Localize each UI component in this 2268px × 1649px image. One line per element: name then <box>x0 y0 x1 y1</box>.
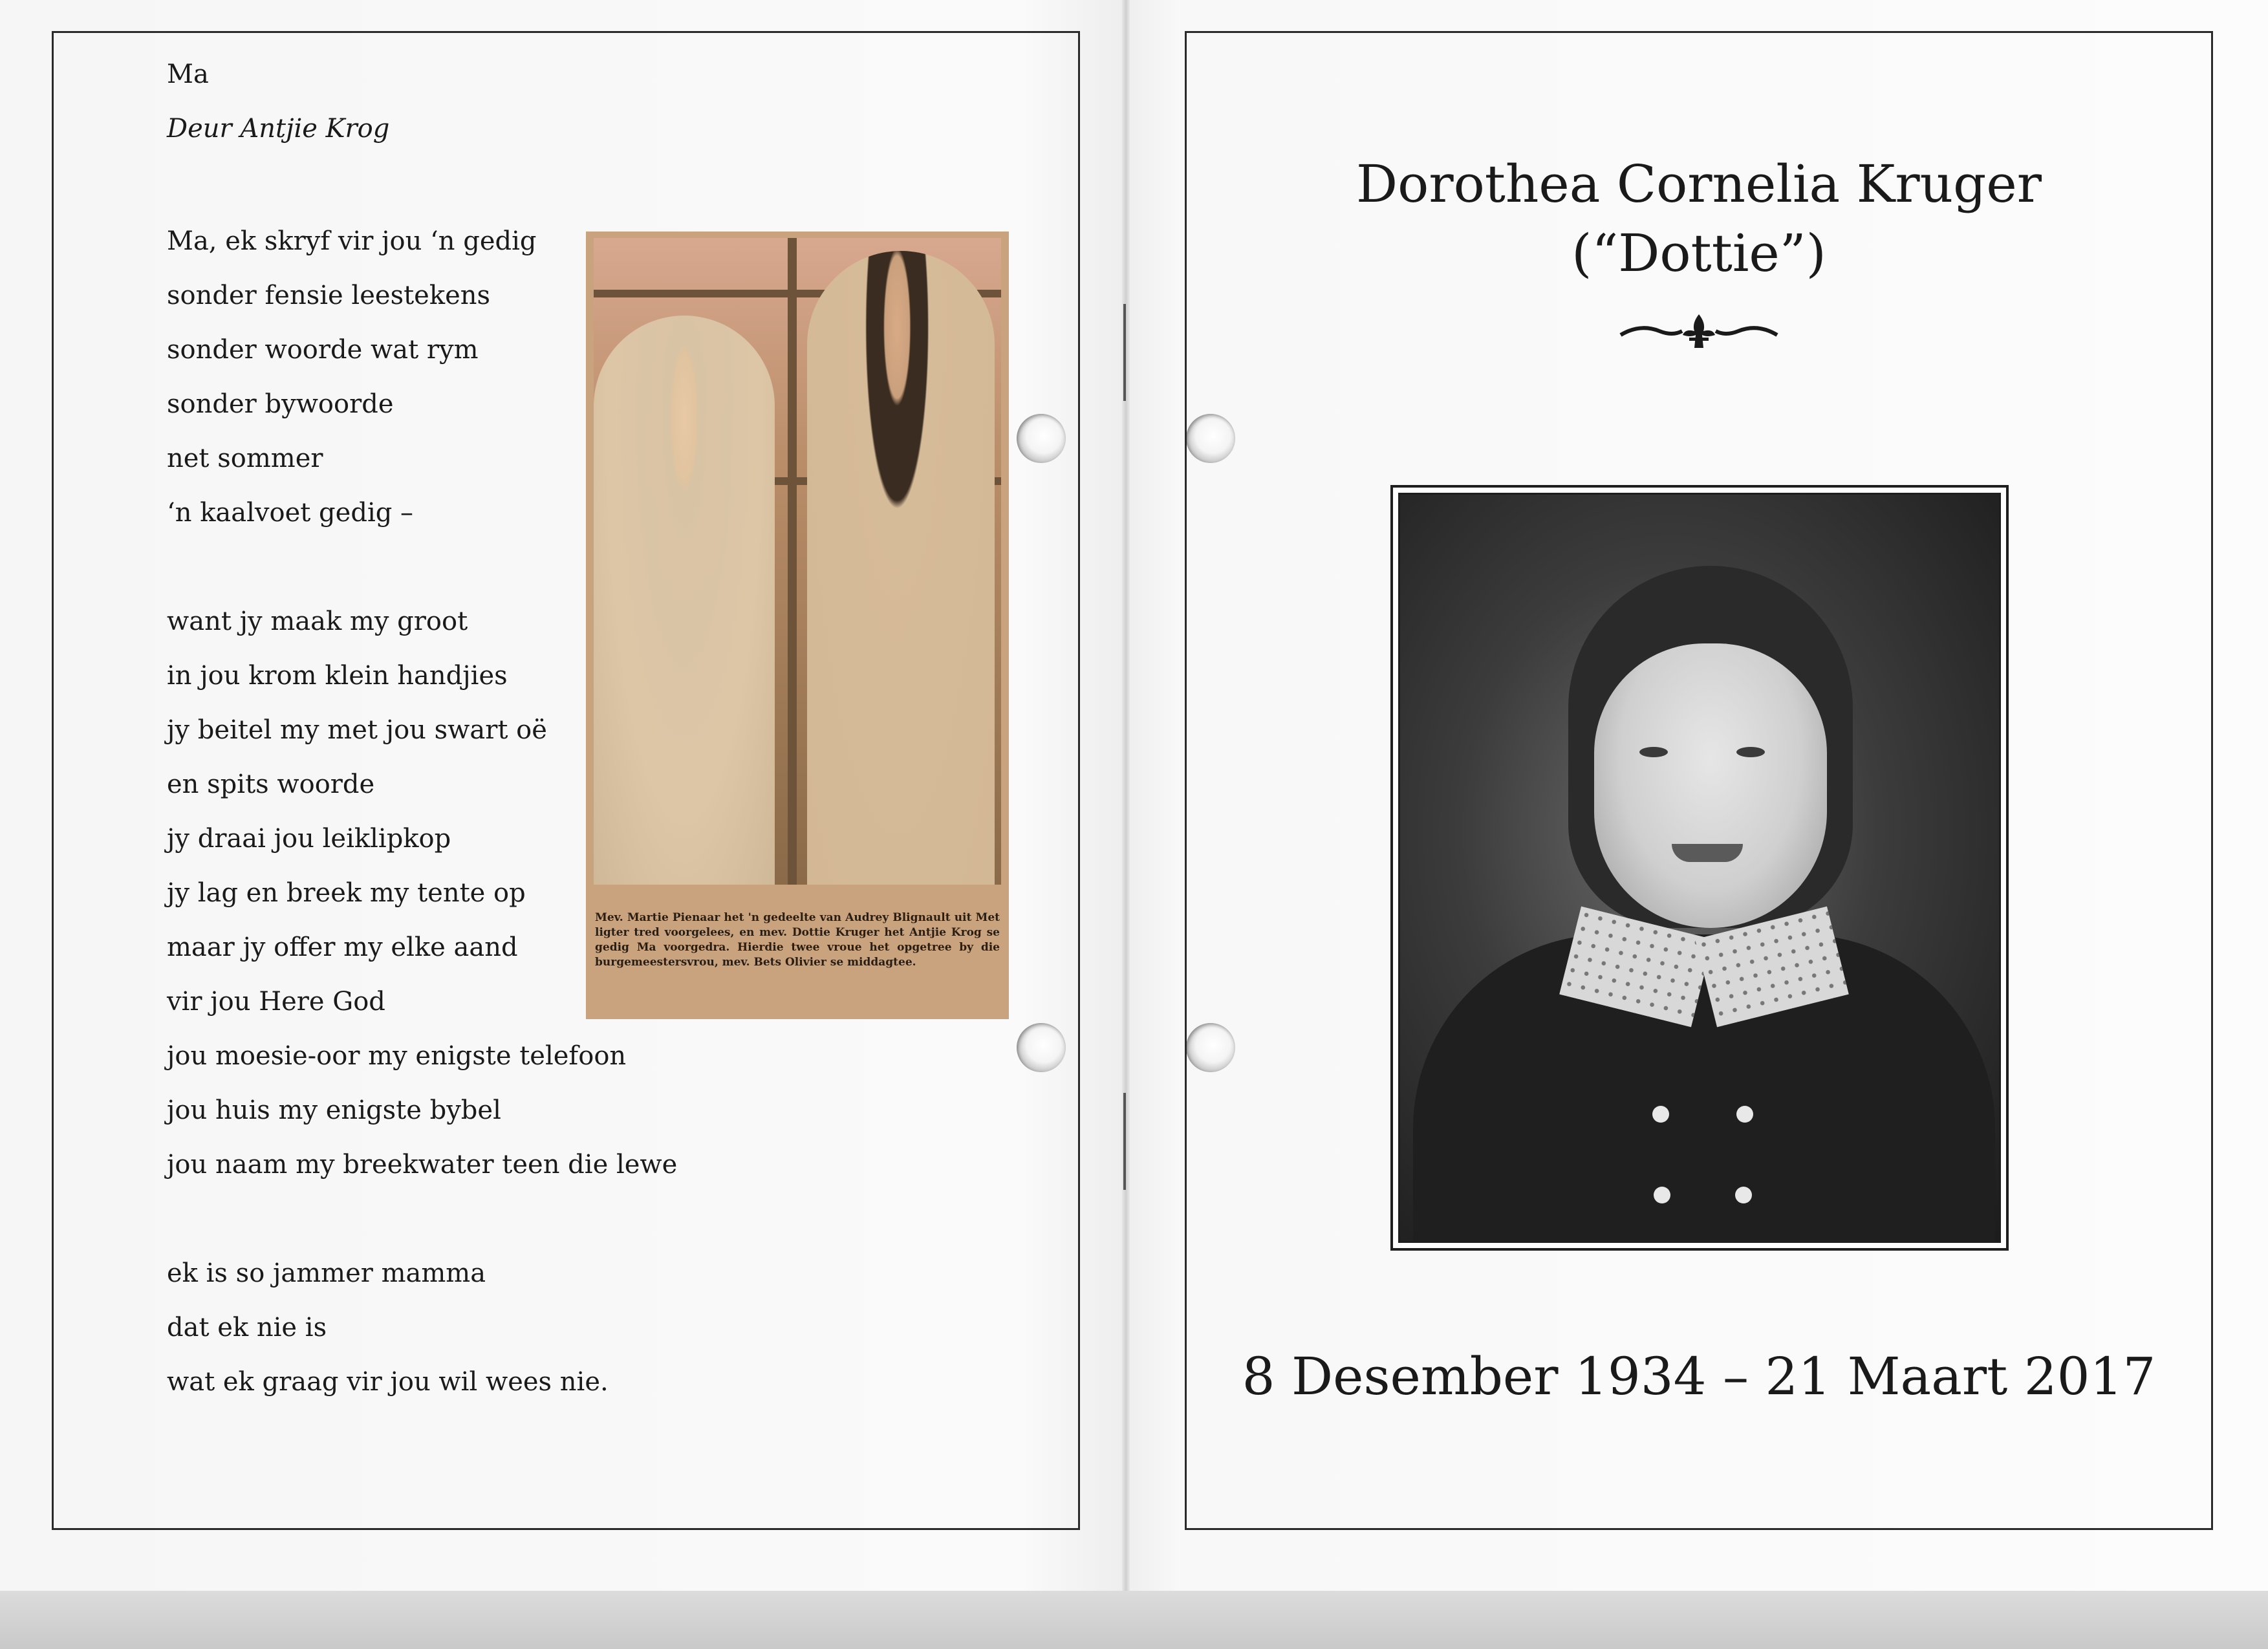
portrait-photo <box>1398 493 2001 1243</box>
poem-line: en spits woorde <box>167 770 375 799</box>
portrait-frame <box>1390 485 2009 1251</box>
dress-button <box>1652 1106 1669 1123</box>
woman-left-figure <box>594 316 775 885</box>
clipping-photo <box>594 238 1001 885</box>
poem-line: ek is so jammer mamma <box>167 1258 486 1288</box>
poem-line: jou naam my breekwater teen die lewe <box>167 1150 678 1180</box>
poem-line: net sommer <box>167 444 323 473</box>
portrait-eye <box>1639 747 1668 757</box>
punch-hole <box>1017 1023 1066 1072</box>
poem-line: Ma, ek skryf vir jou ‘n gedig <box>167 226 537 256</box>
dress-button <box>1735 1187 1752 1203</box>
poem-author: Deur Antjie Krog <box>167 114 390 144</box>
portrait-dress <box>1413 934 1995 1243</box>
poem-line: sonder woorde wat rym <box>167 335 479 365</box>
life-dates: 8 Desember 1934 – 21 Maart 2017 <box>1242 1346 2156 1406</box>
fold-staple-top <box>1123 304 1126 401</box>
poem-title: Ma <box>167 59 209 89</box>
fleur-de-lis-ornament-icon <box>1614 312 1784 353</box>
dress-button <box>1736 1106 1753 1123</box>
fold-staple-bottom <box>1123 1093 1126 1190</box>
poem-line: jou huis my enigste bybel <box>167 1095 501 1125</box>
punch-hole <box>1017 414 1066 463</box>
window-frame <box>788 238 797 885</box>
poem-line: jy lag en breek my tente op <box>167 878 526 908</box>
poem-line: jy draai jou leiklipkop <box>167 824 451 854</box>
poem-line: jy beitel my met jou swart oë <box>167 715 547 745</box>
poem-line: jou moesie-oor my enigste telefoon <box>167 1041 627 1071</box>
poem-line: maar jy offer my elke aand <box>167 932 518 962</box>
poem-line: wat ek graag vir jou wil wees nie. <box>167 1367 609 1397</box>
portrait-face <box>1594 643 1827 928</box>
dress-button <box>1654 1187 1670 1203</box>
portrait-mouth <box>1672 844 1743 862</box>
scanner-edge <box>0 1591 2268 1649</box>
center-fold <box>1122 0 1130 1591</box>
woman-right-figure <box>807 251 995 885</box>
poem-line: sonder bywoorde <box>167 389 394 419</box>
poem-line: in jou krom klein handjies <box>167 661 508 691</box>
clipping-caption: Mev. Martie Pienaar het 'n gedeelte van Audrey Blignault uit Met ligter tred voorgelees, en mev. Dottie Kruger het Antjie Krog se gedig Ma voorgedra. Hierdie twee vroue het opgetree by die burgemeestersvrou, mev. Bets Olivier se middagtee. <box>595 911 1000 969</box>
poem-line: want jy maak my groot <box>167 607 468 636</box>
poem-line: vir jou Here God <box>167 987 385 1017</box>
deceased-name: Dorothea Cornelia Kruger <box>1356 154 2042 214</box>
newspaper-clipping <box>586 232 1009 1019</box>
poem-line: ‘n kaalvoet gedig – <box>167 498 414 528</box>
deceased-nickname: (“Dottie”) <box>1571 223 1826 283</box>
poem-line: dat ek nie is <box>167 1313 327 1342</box>
poem-line: sonder fensie leestekens <box>167 281 491 310</box>
portrait-eye <box>1736 747 1765 757</box>
